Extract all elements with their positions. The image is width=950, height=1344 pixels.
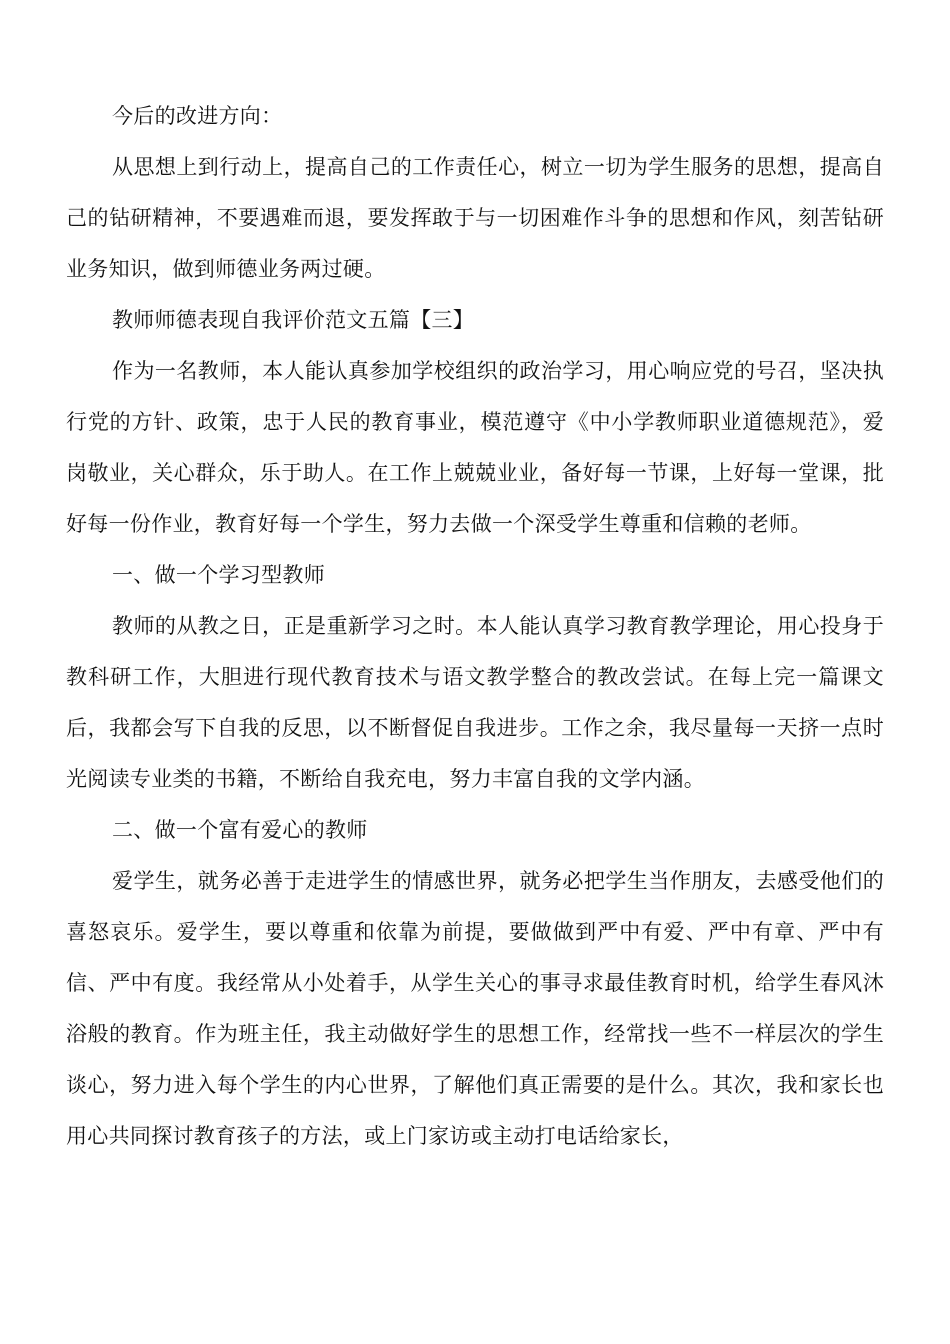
document-body	[66, 91, 884, 1162]
subheading-learning-teacher: 一、做一个学习型教师	[112, 563, 325, 587]
paragraph-improvement-heading: 今后的改进方向：	[112, 104, 283, 128]
paragraph-improvement-text: 从思想上到行动上，提高自己的工作责任心，树立一切为学生服务的思想，提高自己的钻研精神，不要遇难而退，要发挥敢于与一切困难作斗争的思想和作风，刻苦钻研业务知识，做到师德业务两过硬。	[66, 155, 884, 281]
paragraph-intro: 作为一名教师，本人能认真参加学校组织的政治学习，用心响应党的号召，坚决执行党的方针、政策，忠于人民的教育事业，模范遵守《中小学教师职业道德规范》，爱岗敬业，关心群众，乐于助人。在工作上兢兢业业，备好每一节课，上好每一堂课，批好每一份作业，教育好每一个学生，努力去做一个深受学生尊重和信赖的老师。	[66, 359, 884, 536]
subheading-caring-teacher: 二、做一个富有爱心的教师	[112, 818, 368, 842]
section-title: 教师师德表现自我评价范文五篇【三】	[112, 308, 475, 332]
paragraph-caring: 爱学生，就务必善于走进学生的情感世界，就务必把学生当作朋友，去感受他们的喜怒哀乐。爱学生，要以尊重和依靠为前提，要做做到严中有爱、严中有章、严中有信、严中有度。我经常从小处着手，从学生关心的事寻求最佳教育时机，给学生春风沐浴般的教育。作为班主任，我主动做好学生的思想工作，经常找一些不一样层次的学生谈心，努力进入每个学生的内心世界，了解他们真正需要的是什么。其次，我和家长也用心共同探讨教育孩子的方法，或上门家访或主动打电话给家长，	[66, 869, 884, 1148]
paragraph-learning: 教师的从教之日，正是重新学习之时。本人能认真学习教育教学理论，用心投身于教科研工作，大胆进行现代教育技术与语文教学整合的教改尝试。在每上完一篇课文后，我都会写下自我的反思，以不断督促自我进步。工作之余，我尽量每一天挤一点时光阅读专业类的书籍，不断给自我充电，努力丰富自我的文学内涵。	[66, 614, 884, 791]
